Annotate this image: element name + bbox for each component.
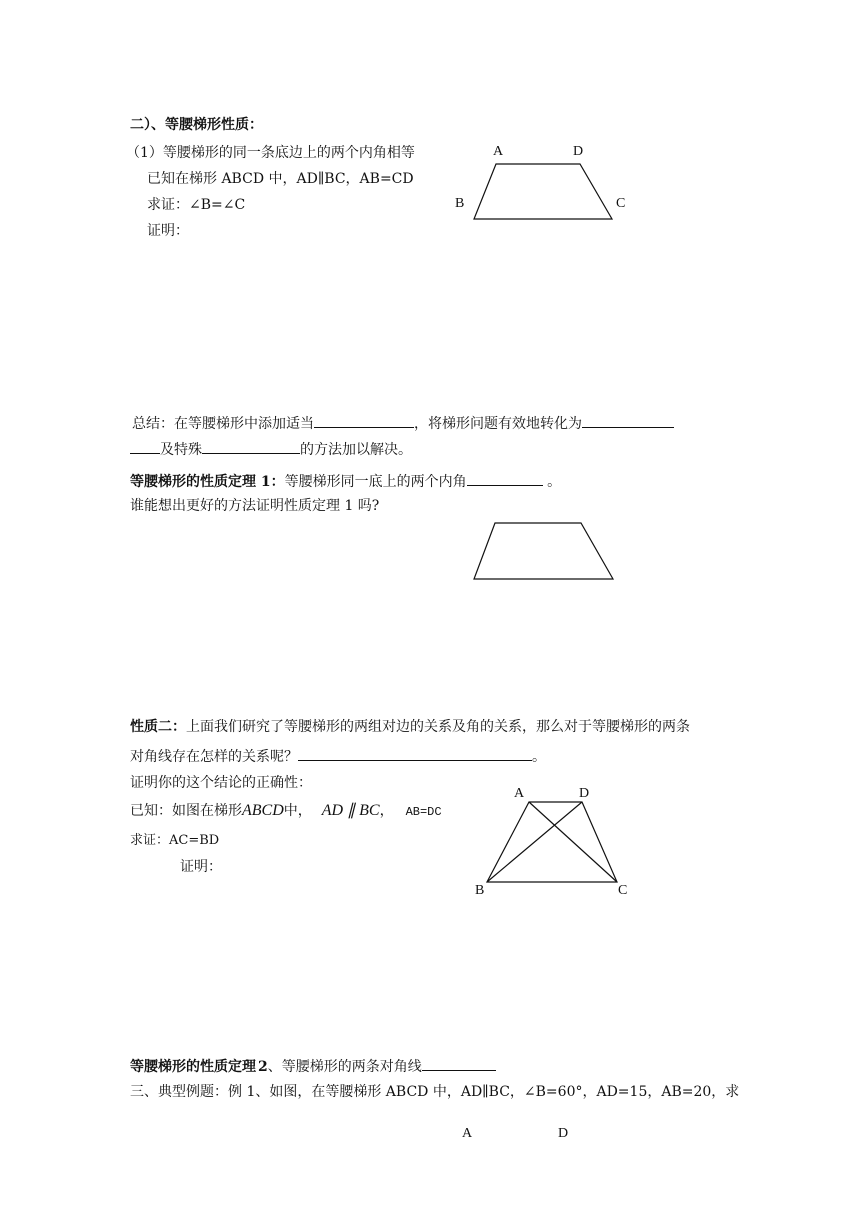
summary-line-1 bbox=[132, 413, 674, 433]
trapezoid-2 bbox=[474, 523, 613, 579]
given-2-ad-parallel-bc: AD ∥ BC bbox=[321, 802, 380, 819]
property-2-question: 对角线存在怎样的关系呢？ bbox=[130, 749, 298, 765]
given-2-ab-dc: AB=DC bbox=[405, 805, 442, 819]
item-1-statement: （1）等腰梯形的同一条底边上的两个内角相等 bbox=[126, 145, 415, 161]
given-2-text-a: 已知：如图在梯形 bbox=[130, 803, 242, 819]
summary-text-a: 总结：在等腰梯形中添加适当 bbox=[132, 416, 314, 432]
proof-1-label: 证明： bbox=[147, 223, 189, 239]
given-2-abcd: ABCD bbox=[242, 802, 284, 819]
property-2-line-1 bbox=[130, 718, 690, 736]
trapezoid-1 bbox=[474, 164, 612, 219]
given-2-comma: ， bbox=[379, 803, 394, 819]
prove-1: 求证：∠B=∠C bbox=[147, 197, 246, 213]
fig1-label-b: B bbox=[455, 196, 465, 211]
theorem-2-blank[interactable] bbox=[422, 1056, 496, 1071]
fig1-label-c: C bbox=[616, 196, 626, 211]
summary-blank-2-cont[interactable] bbox=[130, 439, 160, 454]
diagonal-ac bbox=[529, 802, 617, 882]
fig2-label-c: C bbox=[618, 883, 628, 898]
theorem-1-text: 等腰梯形同一底上的两个内角 bbox=[284, 474, 467, 490]
fig3-label-a: A bbox=[462, 1126, 473, 1141]
theorem-1-title: 等腰梯形的性质定理 1： bbox=[130, 474, 285, 490]
summary-text-b: ，将梯形问题有效地转化为 bbox=[414, 416, 582, 432]
summary-blank-1[interactable] bbox=[314, 413, 414, 428]
property-2-title: 性质二： bbox=[130, 719, 186, 735]
fig1-label-a: A bbox=[493, 144, 504, 159]
given-2-text-b: 中， bbox=[283, 803, 312, 819]
fig1-label-d: D bbox=[573, 144, 584, 159]
given-1: 已知在梯形 ABCD 中，AD∥BC，AB=CD bbox=[147, 171, 414, 187]
property-2-prove bbox=[130, 831, 219, 850]
property-2-text: 上面我们研究了等腰梯形的两组对边的关系及角的关系，那么对于等腰梯形的两条 bbox=[186, 719, 690, 735]
summary-text-d: 的方法加以解决。 bbox=[300, 442, 412, 458]
trapezoid-3 bbox=[487, 802, 617, 882]
theorem-2-title: 等腰梯形的性质定理 bbox=[130, 1059, 256, 1075]
summary-line-2 bbox=[130, 439, 412, 459]
property-2-given bbox=[130, 802, 442, 821]
section-heading: 二）、等腰梯形性质： bbox=[130, 117, 263, 133]
property-2-verify: 证明你的这个结论的正确性： bbox=[130, 775, 312, 791]
theorem-2-text: 、等腰梯形的两条对角线 bbox=[267, 1059, 422, 1075]
summary-text-c: 及特殊 bbox=[160, 442, 202, 458]
proof-2-label: 证明： bbox=[180, 859, 222, 875]
theorem-2 bbox=[130, 1056, 496, 1076]
fig2-label-a: A bbox=[514, 786, 525, 801]
summary-blank-3[interactable] bbox=[202, 439, 300, 454]
section-3-example: 三、典型例题：例 1、如图，在等腰梯形 ABCD 中，AD∥BC，∠B=60°，AD=15，AB=20，求 bbox=[130, 1084, 740, 1100]
summary-blank-2[interactable] bbox=[582, 413, 674, 428]
theorem-1-blank[interactable] bbox=[467, 471, 543, 486]
theorem-2-number: 2 bbox=[258, 1059, 268, 1075]
fig2-label-b: B bbox=[475, 883, 485, 898]
fig3-label-d: D bbox=[558, 1126, 569, 1141]
property-2-blank[interactable] bbox=[298, 746, 532, 761]
property-2-line-2 bbox=[130, 746, 546, 766]
diagonal-bd bbox=[487, 802, 582, 882]
theorem-1 bbox=[130, 471, 561, 491]
property-2-end: 。 bbox=[532, 749, 546, 765]
better-proof-question: 谁能想出更好的方法证明性质定理 1 吗? bbox=[130, 498, 380, 514]
theorem-1-end: 。 bbox=[542, 474, 562, 490]
fig2-label-d: D bbox=[579, 786, 590, 801]
prove-2-text: 求证：AC=BD bbox=[130, 833, 220, 848]
